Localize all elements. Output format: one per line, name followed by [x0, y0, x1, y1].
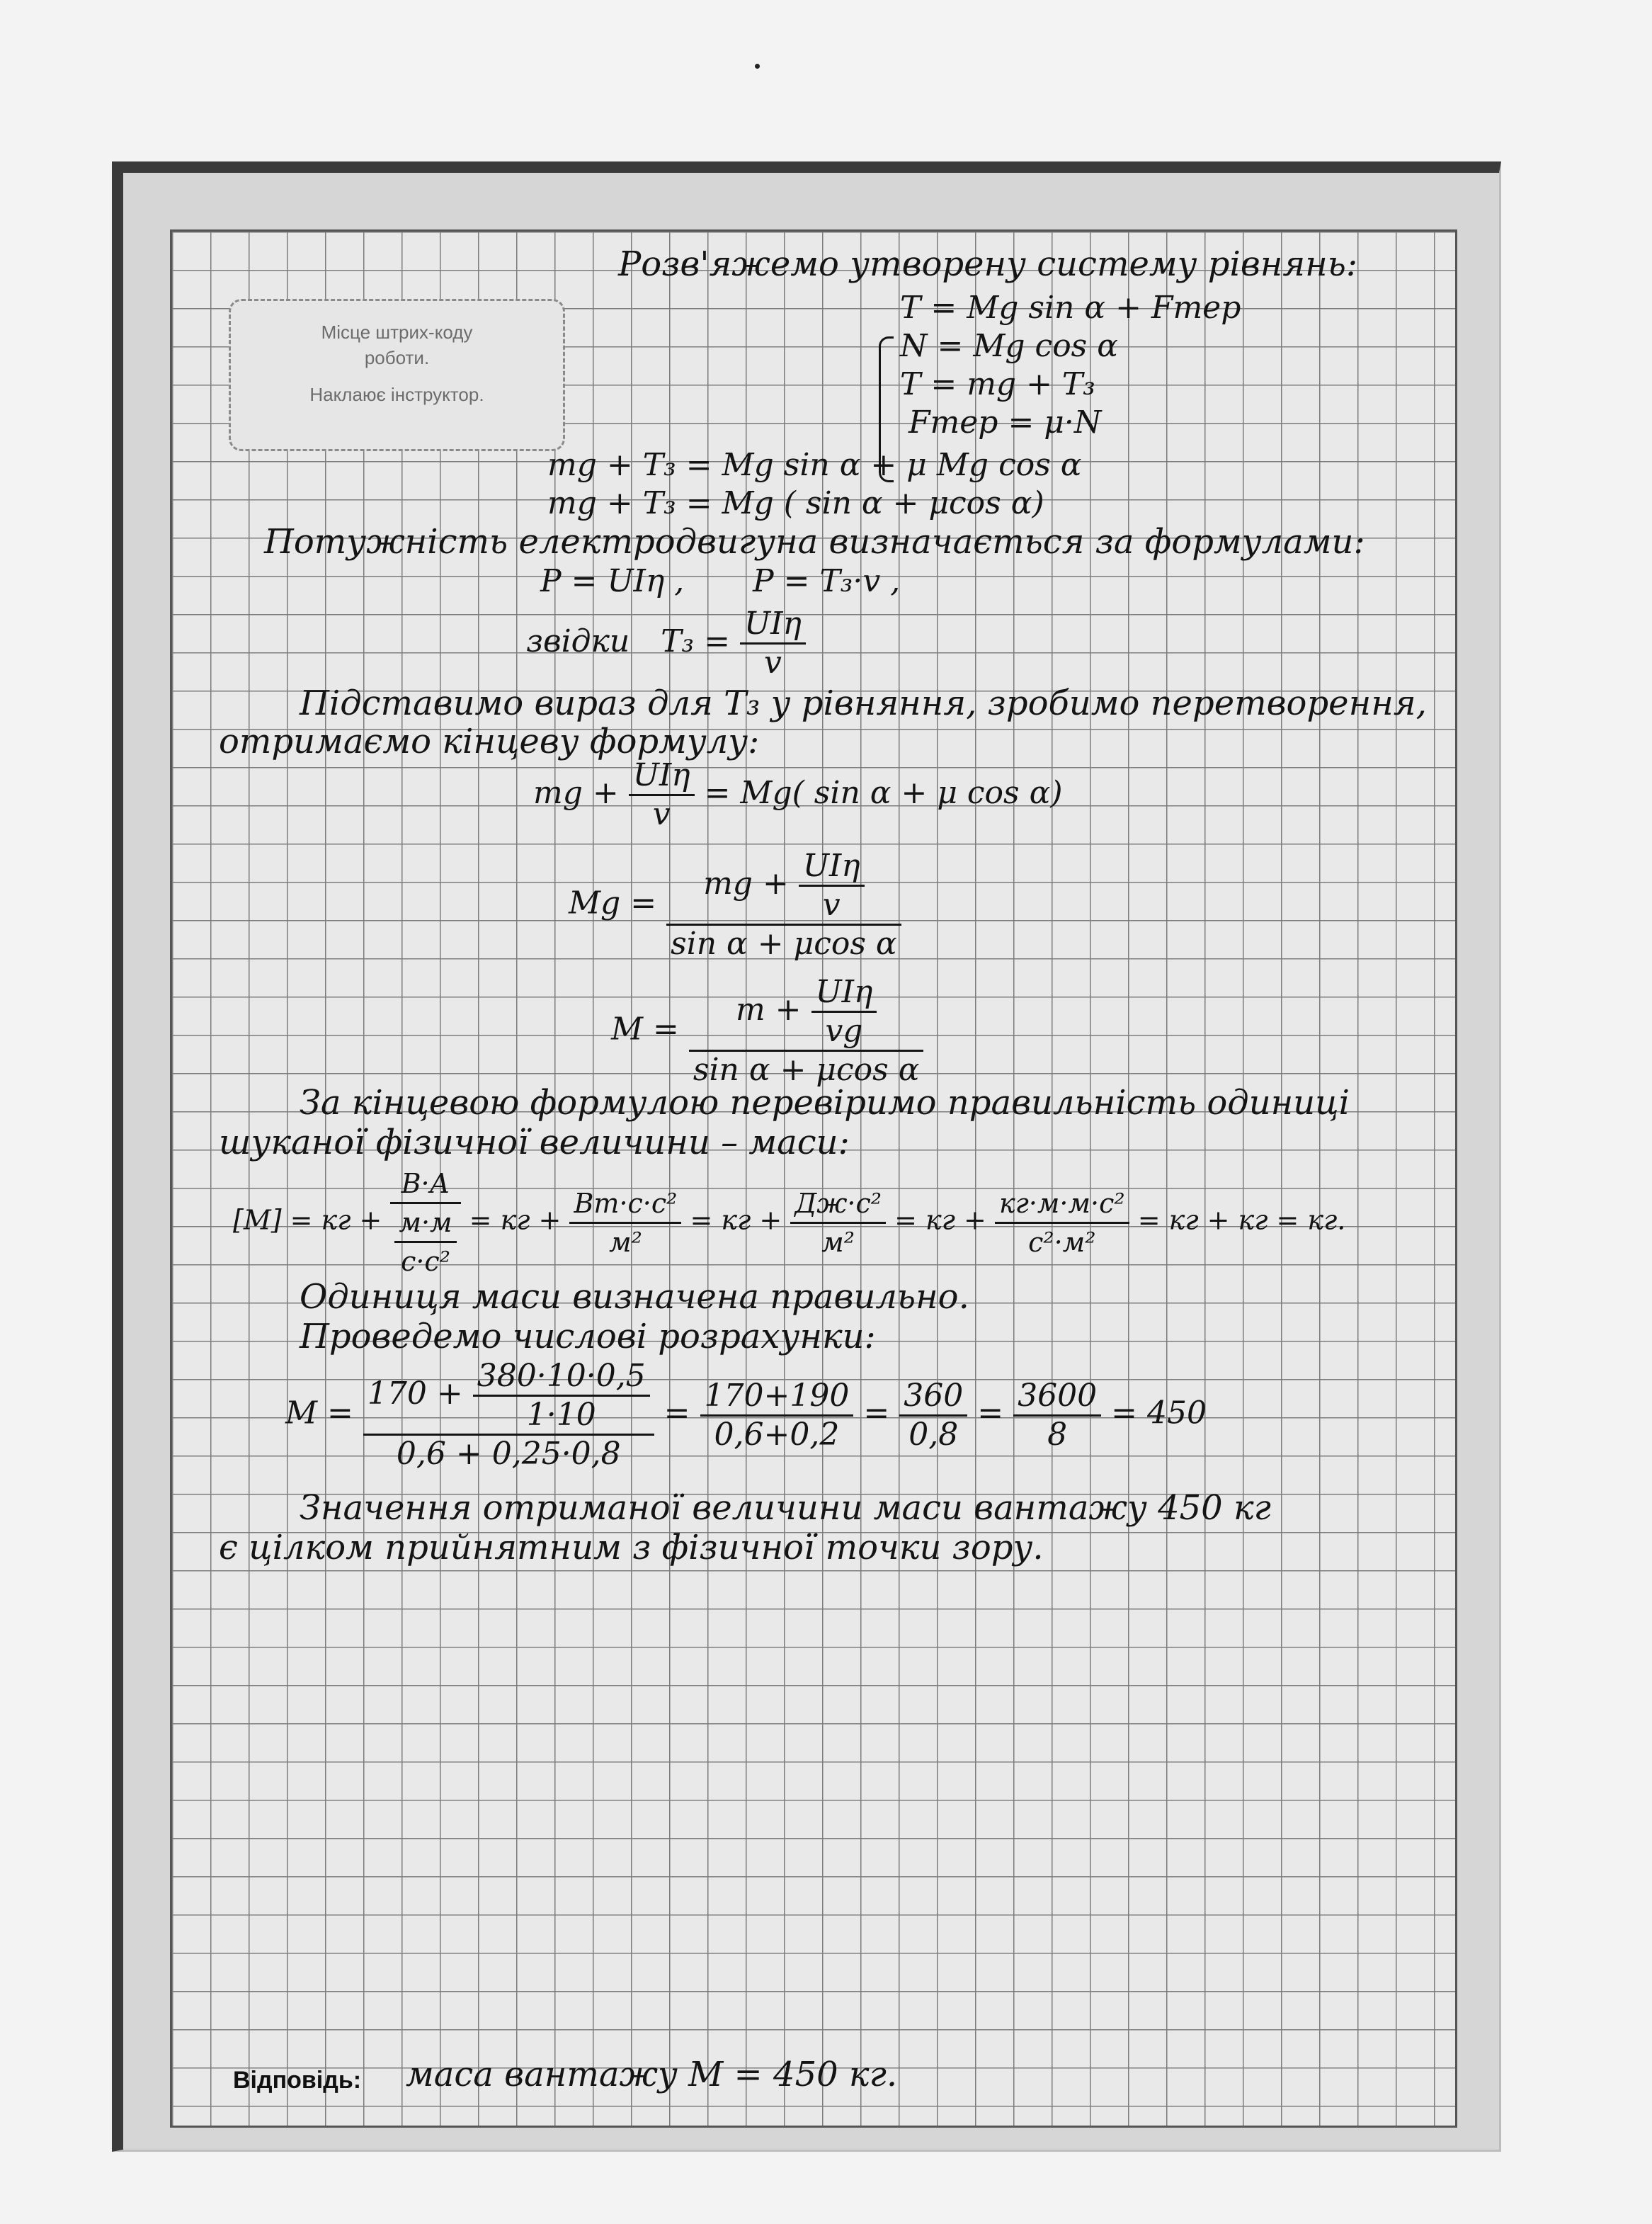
units-fraction-1	[390, 1165, 460, 1280]
t3-denominator: v	[764, 645, 782, 681]
formula-2-inner-num: UIη	[799, 848, 865, 887]
t3-lhs: T₃ =	[661, 623, 731, 659]
formula-2-denominator: sin α + μcos α	[671, 926, 897, 962]
power-text: Потужність електродвигуна визначається за формулами:	[264, 522, 1365, 562]
formula-3-numerator	[689, 974, 924, 1052]
formula-2-num-a: mg +	[703, 866, 789, 902]
units-end: = кг + кг = кг.	[1137, 1204, 1346, 1236]
units-mid-3: = кг +	[894, 1204, 986, 1236]
calc-fraction-4-den: 8	[1047, 1416, 1068, 1453]
calc-text: Проведемо числові розрахунки:	[300, 1317, 876, 1356]
formula-3-lhs: M =	[611, 1011, 679, 1048]
formula-1-lhs: mg +	[533, 775, 619, 811]
units-fraction-3	[790, 1185, 886, 1261]
formula-2-inner-den: v	[822, 887, 841, 923]
units-fraction-1-den	[390, 1204, 460, 1280]
conclusion-2: є цілком прийнятним з фізичної точки зору.	[219, 1528, 1044, 1567]
calc-fraction-1	[363, 1358, 654, 1473]
t3-fraction	[740, 606, 806, 681]
calc-fraction-2-den: 0,6+0,2	[714, 1416, 840, 1453]
units-fraction-4-num: кг·м·м·с²	[995, 1185, 1129, 1224]
calc-fraction-3-den: 0,8	[908, 1416, 959, 1453]
calc-fraction-2-num: 170+190	[700, 1378, 854, 1417]
power-formula-2: P = T₃·v ,	[753, 563, 901, 599]
scan-dot	[755, 64, 760, 69]
units-fraction-4-den: с²·м²	[1028, 1226, 1096, 1258]
units-ok-text: Одиниця маси визначена правильно.	[300, 1277, 969, 1317]
units-fraction-1-inner	[394, 1204, 456, 1280]
calc-eq-sign-1: =	[663, 1395, 690, 1431]
units-fraction-2	[569, 1185, 681, 1261]
system-eq-1: T = Mg sin α + Fтер	[900, 290, 1241, 326]
calc-num-a: 170 +	[367, 1375, 463, 1412]
calc-lhs: M =	[285, 1395, 353, 1431]
units-lhs: [M] = кг +	[233, 1204, 382, 1236]
calc-fraction-1-den: 0,6 + 0,25·0,8	[396, 1436, 621, 1472]
units-fraction-1-num: В·А	[390, 1165, 460, 1204]
power-formula-1: P = UIη ,	[540, 563, 685, 599]
units-check	[233, 1165, 1345, 1280]
final-formula-text: отримаємо кінцеву формулу:	[219, 722, 760, 761]
units-text-2: шуканої фізичної величини – маси:	[219, 1123, 850, 1162]
formula-2-fraction	[666, 848, 901, 963]
equation-1: mg + T₃ = Mg sin α + μ Mg cos α	[547, 447, 1082, 483]
whence-word: звідки	[526, 623, 630, 659]
calc-eq-sign-3: =	[977, 1395, 1004, 1431]
calc-fraction-3-num: 360	[899, 1378, 967, 1417]
units-fraction-2-den: м²	[609, 1226, 642, 1258]
units-text-1: За кінцевою формулою перевіримо правильність одиниці	[300, 1083, 1350, 1123]
formula-2	[569, 848, 901, 963]
calc-fraction-3	[899, 1378, 967, 1453]
substitution-text: Підставимо вираз для T₃ у рівняння, зробимо перетворення,	[300, 683, 1427, 723]
t3-formula	[526, 606, 806, 681]
units-fraction-3-den: м²	[821, 1226, 855, 1258]
formula-1-denominator: v	[652, 796, 671, 832]
units-fraction-4	[995, 1185, 1129, 1261]
barcode-line-3: Наклаює інструктор.	[309, 384, 484, 405]
units-mid-2: = кг +	[690, 1204, 782, 1236]
calc-fraction-4-num: 3600	[1013, 1378, 1101, 1417]
calc-result: = 450	[1111, 1395, 1207, 1431]
formula-3-inner-fraction	[811, 974, 877, 1050]
units-fraction-3-num: Дж·с²	[790, 1185, 886, 1224]
formula-3-denominator: sin α + μcos α	[693, 1052, 920, 1088]
calc-fraction-1-num	[363, 1358, 654, 1436]
system-eq-2: N = Mg cos α	[900, 328, 1118, 364]
solution-heading: Розв'яжемо утворену систему рівнянь:	[618, 244, 1358, 284]
units-mid-1: = кг +	[469, 1204, 562, 1236]
answer-text: маса вантажу M = 450 кг.	[406, 2055, 898, 2094]
units-fraction-2-num: Вт·с·с²	[569, 1185, 681, 1224]
formula-2-numerator	[666, 848, 901, 926]
formula-1-numerator: UIη	[629, 757, 695, 796]
answer-label: Відповідь:	[233, 2067, 362, 2094]
formula-1	[533, 757, 1063, 833]
calc-inner-den: 1·10	[526, 1397, 596, 1433]
conclusion-1: Значення отриманої величини маси вантажу 450 кг	[300, 1488, 1271, 1528]
calc-fraction-2	[700, 1378, 854, 1453]
system-eq-3: T = mg + T₃	[900, 366, 1095, 402]
calc-eq-sign-2: =	[863, 1395, 890, 1431]
formula-3	[611, 974, 923, 1089]
answer-sheet	[112, 161, 1501, 2152]
units-fraction-1-inner-num: м·м	[394, 1204, 456, 1243]
formula-3-inner-num: UIη	[811, 974, 877, 1013]
calc-inner-num: 380·10·0,5	[473, 1358, 650, 1397]
t3-numerator: UIη	[740, 606, 806, 645]
calc-inner-fraction	[473, 1358, 650, 1434]
grid-area	[170, 229, 1457, 2128]
calculation	[285, 1358, 1207, 1473]
units-fraction-1-inner-den: с·с²	[401, 1246, 450, 1277]
formula-1-fraction	[629, 757, 695, 833]
formula-3-inner-den: vg	[825, 1013, 863, 1049]
formula-2-inner-fraction	[799, 848, 865, 924]
calc-fraction-4	[1013, 1378, 1101, 1453]
formula-3-fraction	[689, 974, 924, 1089]
barcode-placeholder	[229, 299, 565, 451]
equation-2: mg + T₃ = Mg ( sin α + μcos α)	[547, 485, 1044, 521]
system-eq-4: Fтер = μ·N	[908, 404, 1102, 441]
barcode-line-1: Місце штрих-коду	[321, 322, 473, 343]
formula-1-rhs: = Mg( sin α + μ cos α)	[704, 775, 1063, 811]
formula-2-lhs: Mg =	[569, 885, 657, 921]
barcode-line-2: роботи.	[364, 347, 430, 368]
formula-3-num-a: m +	[735, 992, 802, 1028]
